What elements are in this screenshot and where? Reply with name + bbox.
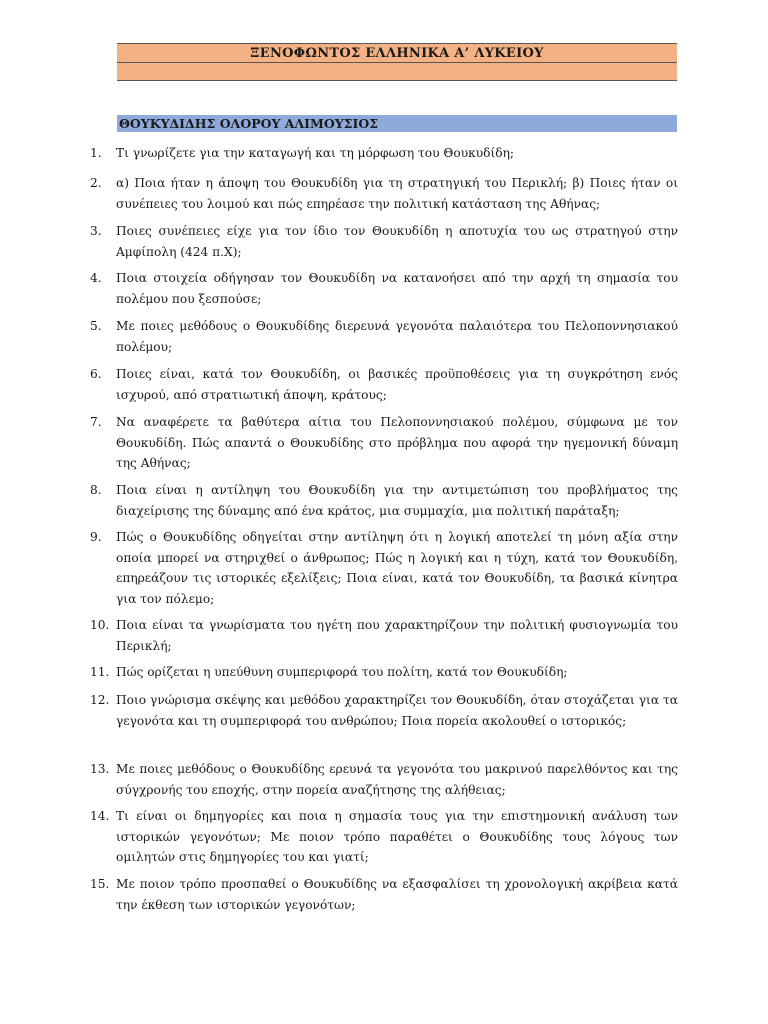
document-header [117,43,677,81]
question-item [90,759,678,800]
question-number: 8. [90,483,102,497]
question-number: 5. [90,319,102,333]
question-number: 7. [90,415,102,429]
question-item [90,527,678,609]
question-text: Με ποιον τρόπο προσπαθεί ο Θουκυδίδης να εξασφαλίσει τη χρονολογική ακρίβεια κατά την έκθεση των ιστορικών γεγονότων; [116,877,678,912]
question-item [90,316,678,357]
question-number: 9. [90,530,102,544]
question-text: α) Ποια ήταν η άποψη του Θουκυδίδη για τη στρατηγική του Περικλή; β) Ποιες ήταν οι συνέπειες του λοιμού και πώς επηρέασε την πολιτική κατάσταση της Αθήνας; [116,176,678,211]
question-text: Με ποιες μεθόδους ο Θουκυδίδης ερευνά τα γεγονότα του μακρινού παρελθόντος και της σύγχρονής του εποχής, στην πορεία αναζήτησης της αλήθειας; [116,762,678,797]
question-item [90,412,678,474]
question-text: Πώς ορίζεται η υπεύθυνη συμπεριφορά του πολίτη, κατά τον Θουκυδίδη; [116,665,568,679]
question-item [90,221,678,262]
question-item [90,143,678,164]
question-text: Τι γνωρίζετε για την καταγωγή και τη μόρφωση του Θουκυδίδη; [116,146,514,160]
question-item [90,268,678,309]
question-item [90,480,678,521]
question-item [90,690,678,731]
question-text: Ποιο γνώρισμα σκέψης και μεθόδου χαρακτηρίζει τον Θουκυδίδη, όταν στοχάζεται για τα γεγονότα και τη συμπεριφορά του ανθρώπου; Ποια πορεία ακολουθεί ο ιστορικός; [116,693,678,728]
question-number: 4. [90,271,102,285]
question-text: Με ποιες μεθόδους ο Θουκυδίδης διερευνά γεγονότα παλαιότερα του Πελοποννησιακού πολέμου; [116,319,678,354]
question-text: Ποια είναι η αντίληψη του Θουκυδίδη για την αντιμετώπιση του προβλήματος της διαχείρισης της δύναμης από ένα κράτος, μια συμμαχία, μια πολιτική παράταξη; [116,483,678,518]
document-title: ΞΕΝΟΦΩΝΤΟΣ ΕΛΛΗΝΙΚΑ Α’ ΛΥΚΕΙΟΥ [250,46,544,61]
question-number: 1. [90,146,102,160]
question-number: 6. [90,367,102,381]
question-item [90,615,678,656]
header-divider [117,62,677,63]
question-number: 10. [90,618,110,632]
section-title: ΘΟΥΚΥΔΙΔΗΣ ΟΛΟΡΟΥ ΑΛΙΜΟΥΣΙΟΣ [117,115,677,132]
question-item [90,806,678,868]
question-item [90,173,678,214]
question-text: Ποιες συνέπειες είχε για τον ίδιο τον Θουκυδίδη η αποτυχία του ως στρατηγού στην Αμφίπολη (424 π.Χ); [116,224,678,259]
question-item [90,874,678,915]
question-number: 11. [90,665,110,679]
question-number: 12. [90,693,110,707]
question-text: Τι είναι οι δημηγορίες και ποια η σημασία τους για την επιστημονική ανάλυση των ιστορικών γεγονότων; Με ποιον τρόπο παραθέτει ο Θουκυδίδης τους λόγους των ομιλητών στις δημηγορίες του και γιατί; [116,809,678,864]
question-text: Πώς ο Θουκυδίδης οδηγείται στην αντίληψη ότι η λογική αποτελεί τη μόνη αξία στην οποία μπορεί να στηριχθεί ο άνθρωπος; Πώς η λογική και η τύχη, κατά τον Θουκυδίδη, επηρεάζουν τις ιστορικές εξελίξεις; Ποια είναι, κατά τον Θουκυδίδη, τα βασικά κίνητρα για τον πόλεμο; [116,530,678,606]
question-number: 3. [90,224,102,238]
question-text: Ποιες είναι, κατά τον Θουκυδίδη, οι βασικές προϋποθέσεις για τη συγκρότηση ενός ισχυρού, από στρατιωτική άποψη, κράτους; [116,367,678,402]
question-item [90,364,678,405]
question-number: 2. [90,176,102,190]
question-text: Ποια είναι τα γνωρίσματα του ηγέτη που χαρακτηρίζουν την πολιτική φυσιογνωμία του Περικλή; [116,618,678,653]
question-text: Να αναφέρετε τα βαθύτερα αίτια του Πελοποννησιακού πολέμου, σύμφωνα με τον Θουκυδίδη. Πώς απαντά ο Θουκυδίδης στο πρόβλημα που αφορά την ηγεμονική δύναμη της Αθήνας; [116,415,678,470]
question-number: 15. [90,877,110,891]
question-number: 14. [90,809,110,823]
question-text: Ποια στοιχεία οδήγησαν τον Θουκυδίδη να κατανοήσει από την αρχή τη σημασία του πολέμου που ξεσπούσε; [116,271,678,306]
question-item [90,662,678,683]
question-number: 13. [90,762,110,776]
